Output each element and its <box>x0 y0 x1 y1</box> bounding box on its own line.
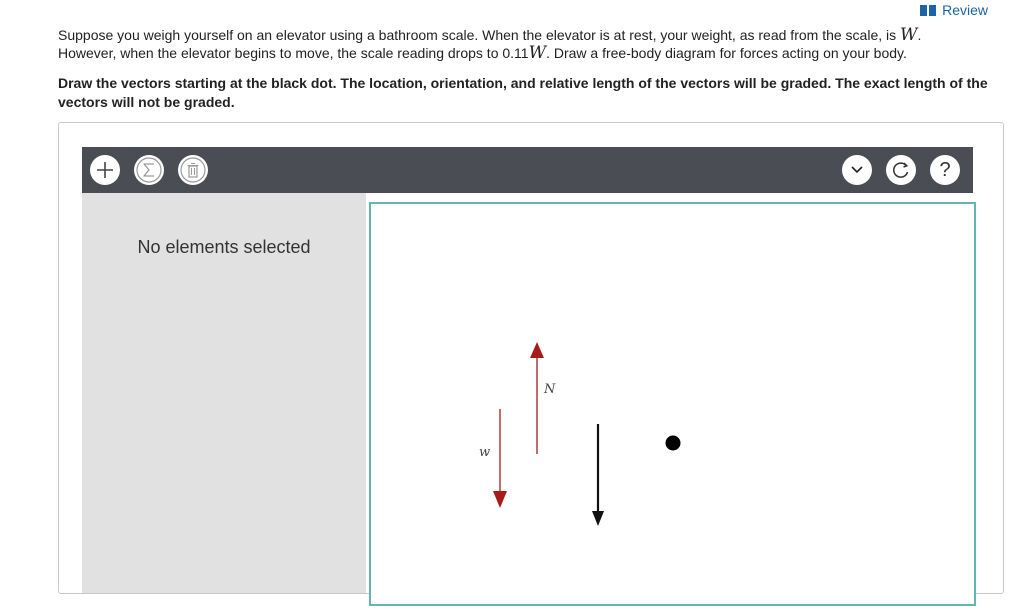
normal-force-label: N <box>544 382 556 397</box>
problem-statement <box>58 26 998 62</box>
problem-line1-end: . <box>917 27 922 43</box>
no-selection-message: No elements selected <box>137 237 311 257</box>
chevron-down-icon <box>851 166 863 174</box>
delete-button[interactable] <box>178 155 208 185</box>
add-vector-button[interactable] <box>90 155 120 185</box>
trash-icon <box>178 155 208 185</box>
diagram-toolbar <box>82 147 973 193</box>
properties-panel <box>82 193 366 593</box>
problem-line1-text: Suppose you weigh yourself on an elevator using a bathroom scale. When the elevator is at rest, your weight, as read from the scale, is <box>58 27 901 43</box>
problem-line2-text: However, when the elevator begins to move, the scale reading drops to 0.11 <box>58 45 529 61</box>
origin-dot <box>666 436 681 451</box>
vector-canvas-svg <box>371 204 974 604</box>
add-icon <box>96 161 114 179</box>
book-icon <box>920 5 936 16</box>
sigma-icon <box>134 155 164 185</box>
review-link[interactable] <box>920 2 988 18</box>
review-label: Review <box>942 2 988 18</box>
help-button[interactable] <box>930 155 960 185</box>
sigma-button[interactable] <box>134 155 164 185</box>
reset-button[interactable] <box>886 155 916 185</box>
problem-line2-end: . Draw a free-body diagram for forces acting on your body. <box>546 45 907 61</box>
instruction-text: Draw the vectors starting at the black dot. The location, orientation, and relative length of the vectors will be graded. The exact length of the vectors will not be graded. <box>58 75 988 110</box>
dropdown-button[interactable] <box>842 155 872 185</box>
help-icon: ? <box>939 158 951 181</box>
reset-icon <box>891 160 911 180</box>
normal-force-vector[interactable] <box>530 342 544 454</box>
weight-vector[interactable] <box>493 409 507 508</box>
drawing-canvas[interactable] <box>369 202 976 606</box>
weight-variable-2: W <box>528 43 547 63</box>
unlabeled-vector[interactable] <box>592 424 604 526</box>
weight-variable: W <box>900 25 918 45</box>
weight-vector-label: w <box>479 445 491 460</box>
